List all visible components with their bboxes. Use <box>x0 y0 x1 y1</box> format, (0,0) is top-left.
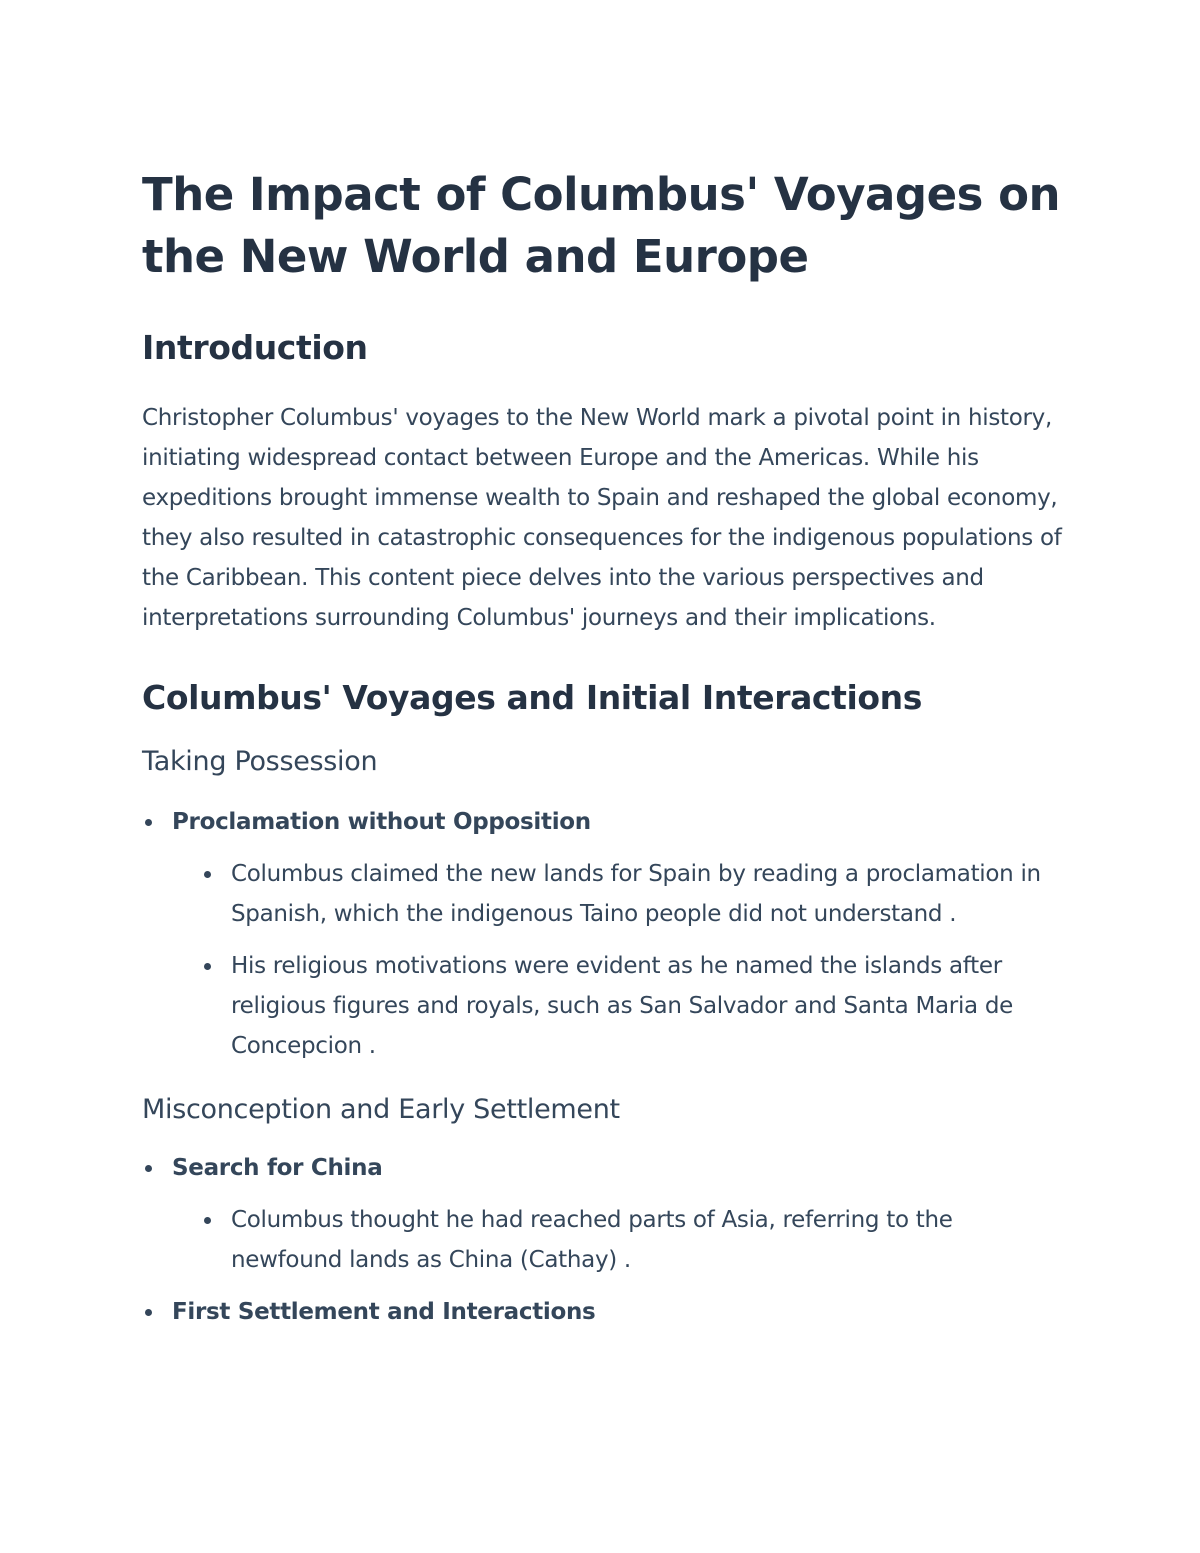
first-settlement-title: First Settlement and Interactions <box>172 1299 596 1325</box>
misconception-heading: Misconception and Early Settlement <box>142 1094 620 1125</box>
document-title: The Impact of Columbus' Voyages on the New World and Europe <box>142 168 1061 283</box>
voyages-section-heading: Columbus' Voyages and Initial Interactions <box>142 678 922 717</box>
taking-possession-heading: Taking Possession <box>142 746 378 777</box>
introduction-heading: Introduction <box>142 328 368 367</box>
proclamation-sublist <box>201 854 1062 1066</box>
list-item <box>142 802 1062 1066</box>
taking-possession-list <box>142 802 1062 1066</box>
list-item: Columbus thought he had reached parts of Asia, referring to the newfound lands as China (Cathay) . <box>201 1200 1062 1280</box>
proclamation-item-title: Proclamation without Opposition <box>172 809 591 835</box>
search-for-china-title: Search for China <box>172 1155 383 1181</box>
search-for-china-sublist <box>201 1200 1062 1280</box>
misconception-list <box>142 1148 1062 1332</box>
list-item <box>142 1148 1062 1280</box>
list-item <box>142 1292 1062 1332</box>
list-item: His religious motivations were evident as he named the islands after religious figures and royals, such as San Salvador and Santa Maria de Concepcion . <box>201 946 1062 1066</box>
list-item: Columbus claimed the new lands for Spain by reading a proclamation in Spanish, which the indigenous Taino people did not understand . <box>201 854 1062 934</box>
introduction-paragraph: Christopher Columbus' voyages to the New World mark a pivotal point in history, initiating widespread contact between Europe and the Americas. While his expeditions brought immense wealth to Spain and reshaped the global economy, they also resulted in catastrophic consequences for the indigenous populations of the Caribbean. This content piece delves into the various perspectives and interpretations surrounding Columbus' journeys and their implications. <box>142 405 1062 631</box>
document-page <box>142 164 1062 1332</box>
